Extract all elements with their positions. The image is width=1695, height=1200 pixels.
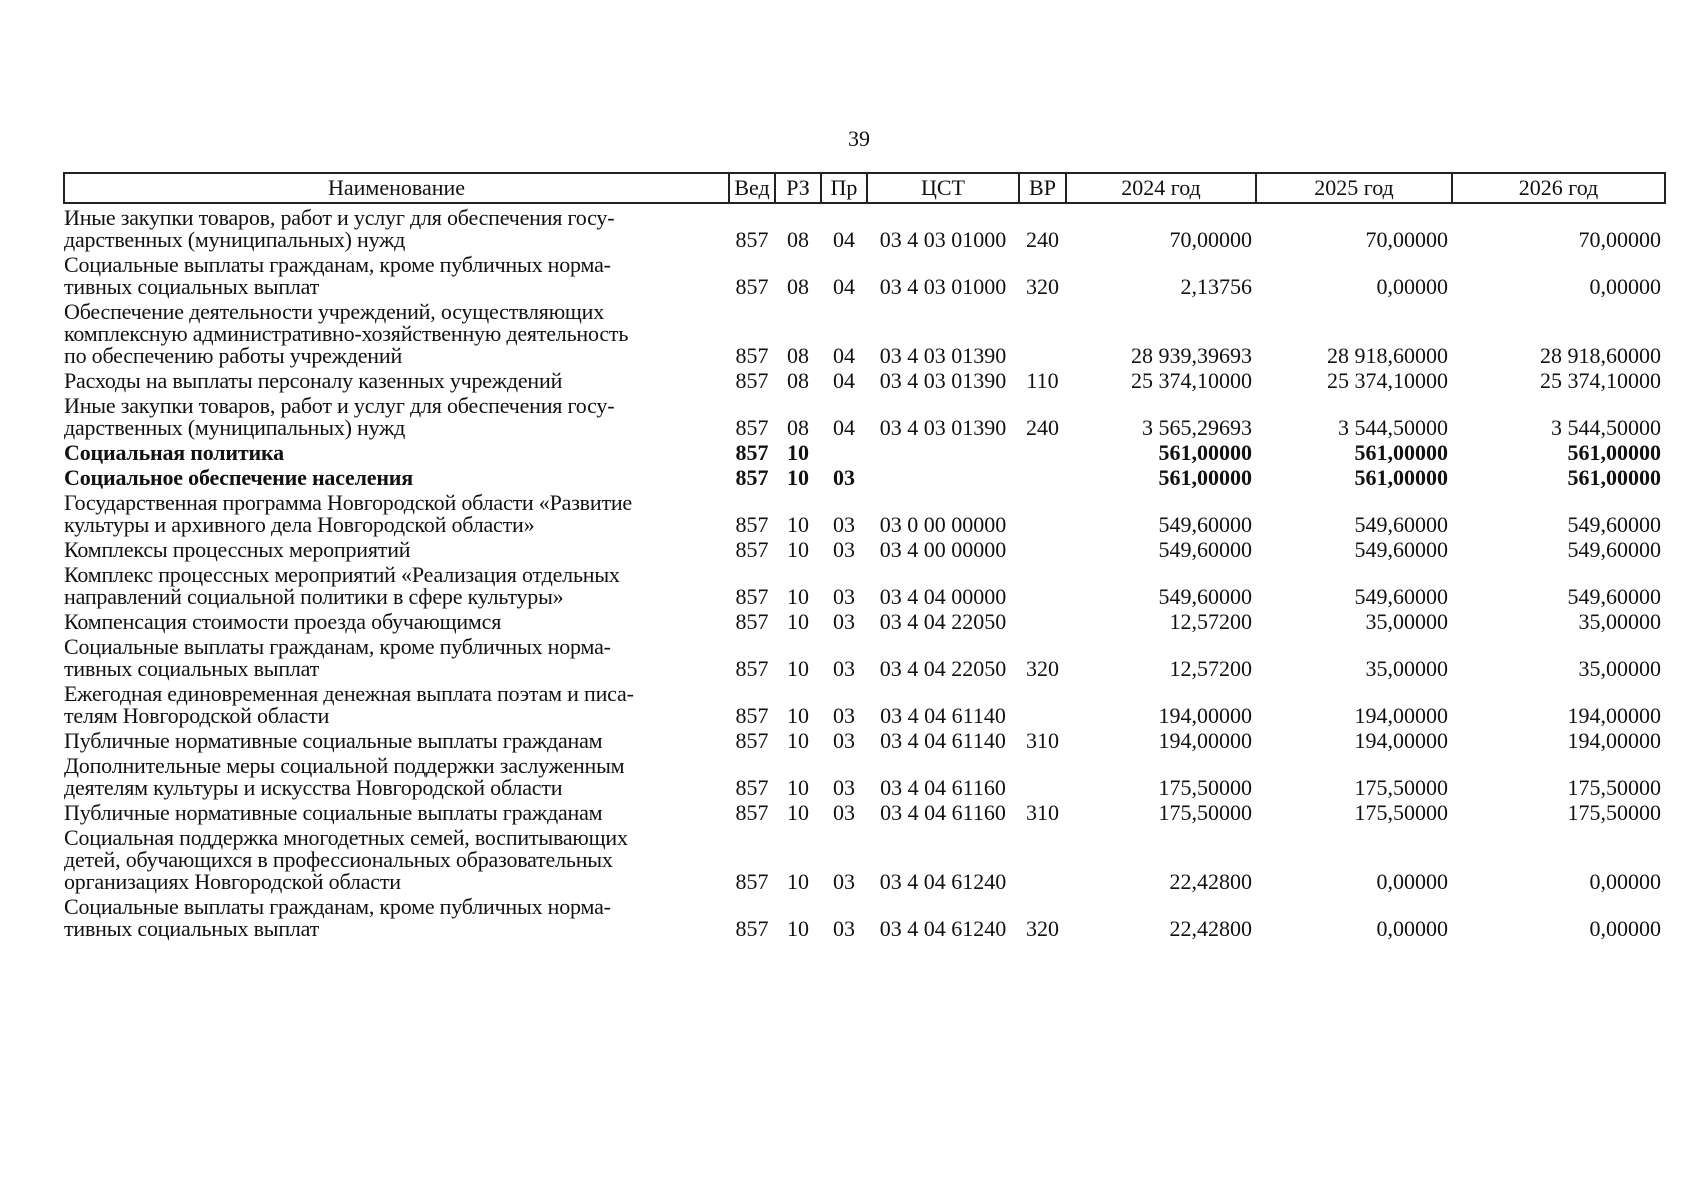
cell-2024: 12,57200 [1169,609,1252,634]
cell-cst: 03 4 03 01390 [879,415,1007,440]
cell-2026: 25 374,10000 [1540,368,1661,393]
cell-ved: 857 [735,584,769,609]
cell-rz: 10 [787,775,809,800]
cell-rz: 10 [787,916,809,941]
cell-2025: 175,50000 [1354,775,1448,800]
cell-vr [1019,561,1066,608]
cell-ved: 857 [735,274,769,299]
cell-2024: 549,60000 [1158,512,1252,537]
cell-rz: 10 [787,609,809,634]
cell-cst: 03 4 04 61140 [880,703,1006,728]
header-2025: 2025 год [1256,173,1452,203]
cell-cst: 03 4 03 01000 [879,274,1007,299]
cell-vr: 320 [1026,656,1059,681]
cell-pr: 03 [833,584,855,609]
cell-2024: 561,00000 [1158,440,1252,465]
cell-2025: 0,00000 [1376,274,1448,299]
table-row [64,680,1665,727]
cell-2025: 549,60000 [1354,512,1448,537]
cell-cst: 03 4 04 61160 [880,775,1006,800]
cell-2026: 70,00000 [1578,227,1661,252]
cell-2026: 561,00000 [1567,440,1661,465]
cell-2025: 194,00000 [1354,703,1448,728]
cell-pr: 03 [833,512,855,537]
cell-2026: 561,00000 [1567,465,1661,490]
cell-name: Расходы на выплаты персоналу казенных учреждений [64,368,563,393]
cell-2025: 35,00000 [1365,609,1448,634]
cell-rz: 10 [787,584,809,609]
cell-name: Иные закупки товаров, работ и услуг для обеспечения госу- дарственных (муниципальных) нужд [64,393,615,440]
cell-vr [1019,489,1066,536]
header-pr: Пр [821,173,867,203]
cell-vr [1019,298,1066,367]
cell-2024: 70,00000 [1169,227,1252,252]
cell-name: Публичные нормативные социальные выплаты гражданам [64,728,603,753]
cell-cst: 03 4 04 22050 [879,656,1007,681]
cell-cst: 03 4 04 00000 [879,584,1007,609]
cell-ved: 857 [735,916,769,941]
table-row [64,203,1665,251]
cell-pr: 04 [833,368,855,393]
cell-vr [1019,464,1066,489]
cell-rz: 10 [787,800,809,825]
table-body [64,203,1665,940]
cell-2025: 549,60000 [1354,584,1448,609]
header-cst: ЦСТ [867,173,1019,203]
cell-pr: 04 [833,274,855,299]
header-name: Наименование [64,173,729,203]
cell-2025: 28 918,60000 [1327,343,1448,368]
cell-pr: 03 [833,609,855,634]
cell-pr: 04 [833,343,855,368]
cell-cst: 03 4 04 61240 [879,869,1007,894]
cell-2026: 175,50000 [1567,775,1661,800]
cell-2025: 0,00000 [1376,916,1448,941]
cell-vr [1019,608,1066,633]
cell-cst: 03 0 00 00000 [879,512,1007,537]
cell-cst: 03 4 03 01390 [879,343,1007,368]
table-row [64,298,1665,367]
budget-table [63,172,1666,940]
cell-2024: 194,00000 [1158,703,1252,728]
cell-2024: 25 374,10000 [1131,368,1252,393]
cell-rz: 10 [787,703,809,728]
cell-2026: 175,50000 [1567,800,1661,825]
page-number: 39 [848,126,870,151]
cell-2025: 549,60000 [1354,537,1448,562]
cell-2024: 175,50000 [1158,800,1252,825]
cell-ved: 857 [735,537,769,562]
table-row [64,633,1665,680]
cell-2024: 3 565,29693 [1142,415,1252,440]
cell-cst: 03 4 04 61160 [880,800,1006,825]
cell-pr: 03 [833,800,855,825]
cell-rz: 08 [787,415,809,440]
cell-vr [1019,752,1066,799]
cell-pr: 04 [833,227,855,252]
cell-ved: 857 [735,728,769,753]
cell-name: Социальные выплаты гражданам, кроме публичных норма- тивных социальных выплат [64,894,611,941]
cell-rz: 10 [787,869,809,894]
cell-vr: 110 [1026,368,1059,393]
cell-2026: 194,00000 [1567,728,1661,753]
cell-ved: 857 [735,800,769,825]
cell-pr: 03 [833,916,855,941]
cell-2024: 12,57200 [1169,656,1252,681]
cell-name: Комплексы процессных мероприятий [64,537,411,562]
cell-rz: 10 [787,537,809,562]
cell-2026: 549,60000 [1567,584,1661,609]
cell-ved: 857 [735,440,769,465]
cell-name: Иные закупки товаров, работ и услуг для обеспечения госу- дарственных (муниципальных) нужд [64,205,615,252]
cell-cst: 03 4 04 61240 [879,916,1007,941]
table-row [64,799,1665,824]
cell-rz: 08 [787,343,809,368]
cell-2026: 28 918,60000 [1540,343,1661,368]
table-row [64,561,1665,608]
table-row [64,464,1665,489]
cell-name: Комплекс процессных мероприятий «Реализация отдельных направлений социальной политики в сфере культуры» [64,562,620,609]
cell-ved: 857 [735,775,769,800]
table-row [64,608,1665,633]
cell-2024: 22,42800 [1169,869,1252,894]
cell-rz: 10 [787,656,809,681]
cell-ved: 857 [735,656,769,681]
cell-2024: 549,60000 [1158,584,1252,609]
cell-vr: 240 [1026,415,1059,440]
cell-vr: 310 [1026,728,1059,753]
cell-name: Социальная политика [64,440,284,465]
cell-pr: 04 [833,415,855,440]
cell-name: Обеспечение деятельности учреждений, осуществляющих комплексную административно-хозяйственную деятельность по обеспечению работы учреждений [64,299,629,368]
cell-ved: 857 [735,465,769,490]
cell-ved: 857 [735,415,769,440]
table-row [64,727,1665,752]
header-vr: ВР [1019,173,1066,203]
cell-ved: 857 [735,343,769,368]
cell-2025: 3 544,50000 [1338,415,1448,440]
cell-cst: 03 4 03 01000 [879,227,1007,252]
cell-vr: 320 [1026,274,1059,299]
cell-2026: 0,00000 [1589,916,1661,941]
header-rz: РЗ [775,173,821,203]
cell-cst [867,439,1019,464]
cell-2026: 0,00000 [1589,274,1661,299]
cell-ved: 857 [735,512,769,537]
table-row [64,893,1665,940]
cell-name: Социальное обеспечение населения [64,465,413,490]
cell-2025: 561,00000 [1354,465,1448,490]
cell-vr: 310 [1026,800,1059,825]
cell-pr: 03 [833,537,855,562]
table-row [64,752,1665,799]
cell-pr: 03 [833,703,855,728]
cell-2026: 549,60000 [1567,512,1661,537]
cell-name: Социальные выплаты гражданам, кроме публичных норма- тивных социальных выплат [64,634,611,681]
cell-name: Государственная программа Новгородской области «Развитие культуры и архивного дела Новгородской области» [64,490,632,537]
table-row [64,824,1665,893]
cell-rz: 10 [787,512,809,537]
cell-2024: 22,42800 [1169,916,1252,941]
cell-2026: 35,00000 [1578,609,1661,634]
cell-pr [821,439,867,464]
cell-cst: 03 4 00 00000 [879,537,1007,562]
cell-ved: 857 [735,869,769,894]
cell-rz: 08 [787,274,809,299]
cell-name: Дополнительные меры социальной поддержки заслуженным деятелям культуры и искусства Новгородской области [64,753,625,800]
cell-cst [867,464,1019,489]
cell-ved: 857 [735,368,769,393]
table-row [64,251,1665,298]
cell-ved: 857 [735,227,769,252]
cell-pr: 03 [833,869,855,894]
cell-pr: 03 [833,465,855,490]
cell-ved: 857 [735,609,769,634]
cell-2026: 194,00000 [1567,703,1661,728]
table-row [64,536,1665,561]
cell-2024: 194,00000 [1158,728,1252,753]
cell-vr [1019,439,1066,464]
cell-2024: 175,50000 [1158,775,1252,800]
cell-rz: 08 [787,227,809,252]
cell-rz: 08 [787,368,809,393]
cell-cst: 03 4 04 61140 [880,728,1006,753]
cell-pr: 03 [833,775,855,800]
table-row [64,367,1665,392]
cell-2024: 2,13756 [1180,274,1252,299]
table-row [64,392,1665,439]
cell-rz: 10 [787,465,809,490]
cell-ved: 857 [735,703,769,728]
cell-name: Социальная поддержка многодетных семей, воспитывающих детей, обучающихся в профессиональных образовательных организациях Новгородской области [64,825,628,894]
header-ved: Вед [729,173,775,203]
cell-2024: 28 939,39693 [1131,343,1252,368]
cell-vr: 240 [1026,227,1059,252]
cell-2026: 0,00000 [1589,869,1661,894]
cell-name: Ежегодная единовременная денежная выплата поэтам и писа- телям Новгородской области [64,681,634,728]
cell-rz: 10 [787,440,809,465]
cell-vr [1019,536,1066,561]
cell-rz: 10 [787,728,809,753]
cell-2025: 194,00000 [1354,728,1448,753]
cell-cst: 03 4 04 22050 [879,609,1007,634]
cell-name: Социальные выплаты гражданам, кроме публичных норма- тивных социальных выплат [64,252,611,299]
table-row [64,439,1665,464]
cell-2026: 35,00000 [1578,656,1661,681]
cell-2024: 561,00000 [1158,465,1252,490]
cell-2026: 3 544,50000 [1551,415,1661,440]
cell-pr: 03 [833,728,855,753]
cell-name: Публичные нормативные социальные выплаты гражданам [64,800,603,825]
cell-name: Компенсация стоимости проезда обучающимся [64,609,502,634]
header-2026: 2026 год [1452,173,1665,203]
cell-cst: 03 4 03 01390 [879,368,1007,393]
cell-2025: 175,50000 [1354,800,1448,825]
table-row [64,489,1665,536]
cell-vr [1019,680,1066,727]
cell-2025: 70,00000 [1365,227,1448,252]
cell-vr [1019,824,1066,893]
cell-2025: 0,00000 [1376,869,1448,894]
header-2024: 2024 год [1066,173,1256,203]
cell-2024: 549,60000 [1158,537,1252,562]
cell-pr: 03 [833,656,855,681]
cell-vr: 320 [1026,916,1059,941]
table-header [64,173,1665,203]
cell-2025: 25 374,10000 [1327,368,1448,393]
cell-2025: 35,00000 [1365,656,1448,681]
cell-2025: 561,00000 [1354,440,1448,465]
cell-2026: 549,60000 [1567,537,1661,562]
